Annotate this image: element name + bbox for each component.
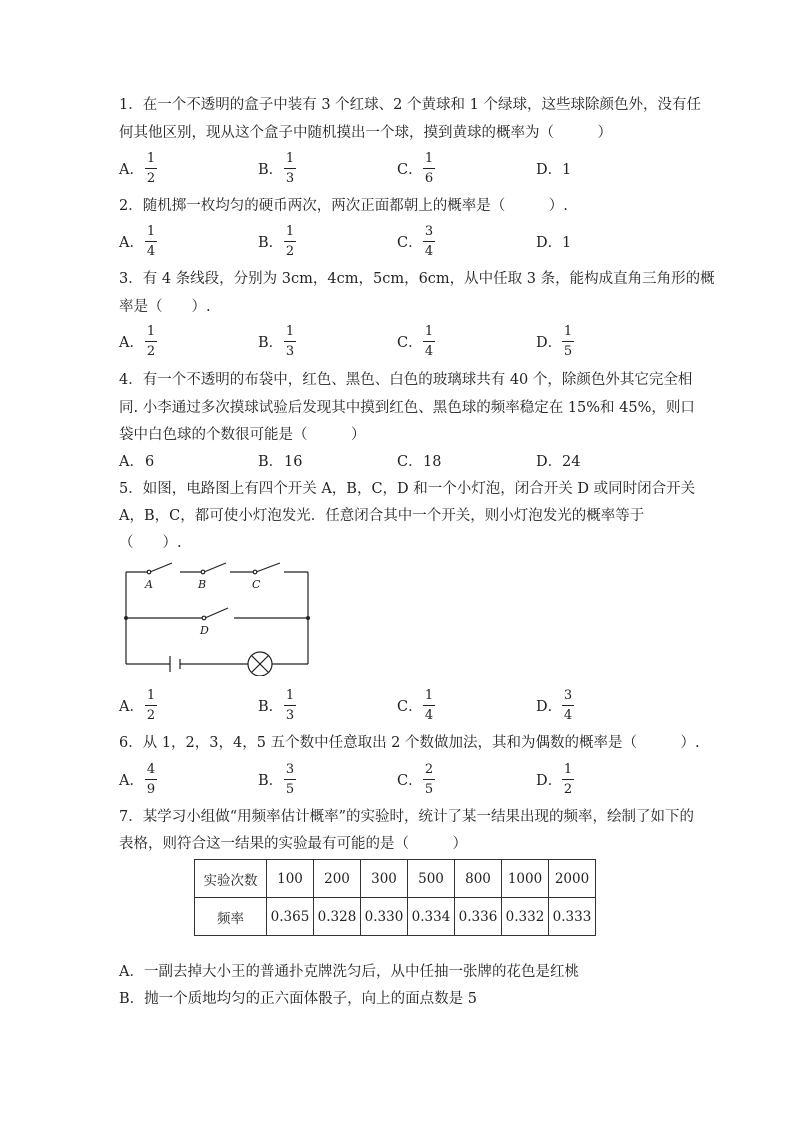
table-cell: 200 (314, 860, 361, 898)
table-cell: 0.334 (408, 898, 455, 936)
fraction: 1 2 (146, 324, 156, 359)
table-cell: 100 (267, 860, 314, 898)
question-5-options: A． 1 2 B． 1 3 C． 1 4 D． 3 4 (119, 688, 573, 723)
question-4-options: A． 6 B． 16 C． 18 D． 24 (119, 454, 581, 470)
table-cell: 2000 (549, 860, 596, 898)
fraction: 2 5 (424, 762, 434, 797)
circuit-diagram (118, 556, 318, 676)
question-2-options: A． 1 4 B． 1 2 C． 3 4 D． 1 (119, 224, 572, 259)
table-header-cell: 实验次数 (195, 860, 267, 898)
switch-a-arm (150, 563, 172, 572)
question-1-line-2: 何其他区别，现从这个盒子中随机摸出一个球，摸到黄球的概率为（ ） (119, 125, 612, 141)
table-cell: 0.328 (314, 898, 361, 936)
fraction: 1 4 (424, 324, 434, 359)
label-d: D (200, 624, 209, 637)
table-cell: 0.336 (455, 898, 502, 936)
label-b: B (198, 578, 207, 591)
question-5-line-3: （ ）. (119, 535, 182, 551)
question-4-line-3: 袋中白色球的个数很可能是（ ） (119, 427, 366, 443)
table-cell: 500 (408, 860, 455, 898)
question-1-line-1: 1．在一个不透明的盒子中装有 3 个红球、2 个黄球和 1 个绿球，这些球除颜色外，没有任 (119, 97, 701, 113)
table-cell: 0.365 (267, 898, 314, 936)
fraction: 1 2 (563, 762, 573, 797)
question-6-line-1: 6．从 1，2，3，4，5 五个数中任意取出 2 个数做加法，其和为偶数的概率是（ ）. (119, 735, 700, 751)
question-7-choice-b[interactable]: B．抛一个质地均匀的正六面体骰子，向上的面点数是 5 (119, 991, 477, 1007)
fraction: 3 5 (285, 762, 295, 797)
label-c: C (252, 578, 261, 591)
table-row (195, 860, 596, 898)
table-cell: 0.332 (502, 898, 549, 936)
question-7-line-2: 表格，则符合这一结果的实验最有可能的是（ ） (119, 836, 467, 852)
question-2-line-1: 2．随机掷一枚均匀的硬币两次，两次正面都朝上的概率是（ ）. (119, 198, 568, 214)
switch-c-arm (256, 563, 280, 572)
fraction: 1 2 (285, 224, 295, 259)
fraction: 1 2 (146, 688, 156, 723)
switch-d-arm (205, 608, 228, 618)
fraction: 1 3 (285, 324, 295, 359)
question-5-line-2: A，B，C，都可使小灯泡发光．任意闭合其中一个开关，则小灯泡发光的概率等于 (119, 508, 645, 524)
fraction: 1 5 (563, 324, 573, 359)
fraction: 1 6 (424, 151, 434, 186)
frequency-table (194, 859, 596, 936)
question-1-options: A． 1 2 B． 1 3 C． 1 6 D． 1 (119, 151, 572, 186)
table-cell: 0.330 (361, 898, 408, 936)
switch-b-arm (204, 563, 226, 572)
question-3-line-1: 3．有 4 条线段，分别为 3cm，4cm，5cm，6cm，从中任取 3 条，能构成直角三角形的概 (119, 271, 715, 287)
fraction: 1 2 (146, 151, 156, 186)
table-cell: 1000 (502, 860, 549, 898)
label-a: A (145, 578, 153, 591)
fraction: 3 4 (563, 688, 573, 723)
fraction: 1 3 (285, 688, 295, 723)
question-5-line-1: 5．如图，电路图上有四个开关 A，B，C，D 和一个小灯泡，闭合开关 D 或同时闭合开关 (119, 481, 696, 497)
question-4-line-2: 同. 小李通过多次摸球试验后发现其中摸到红色、黑色球的频率稳定在 15%和 45%，则口 (119, 400, 695, 416)
table-row (195, 898, 596, 936)
question-3-line-2: 率是（ ）. (119, 299, 211, 315)
question-6-options: A． 4 9 B． 3 5 C． 2 5 D． 1 2 (119, 762, 573, 797)
fraction: 3 4 (424, 224, 434, 259)
question-4-line-1: 4．有一个不透明的布袋中，红色、黑色、白色的玻璃球共有 40 个，除颜色外其它完全相 (119, 372, 693, 388)
question-7-choice-a[interactable]: A．一副去掉大小王的普通扑克牌洗匀后，从中任抽一张牌的花色是红桃 (119, 964, 579, 980)
table-cell: 800 (455, 860, 502, 898)
table-header-cell: 频率 (195, 898, 267, 936)
question-7-line-1: 7．某学习小组做“用频率估计概率”的实验时，统计了某一结果出现的频率，绘制了如下的 (119, 809, 695, 825)
question-3-options: A． 1 2 B． 1 3 C． 1 4 D． 1 5 (119, 324, 573, 359)
fraction: 1 4 (424, 688, 434, 723)
fraction: 1 3 (285, 151, 295, 186)
table-cell: 0.333 (549, 898, 596, 936)
fraction: 4 9 (146, 762, 156, 797)
table-cell: 300 (361, 860, 408, 898)
fraction: 1 4 (146, 224, 156, 259)
